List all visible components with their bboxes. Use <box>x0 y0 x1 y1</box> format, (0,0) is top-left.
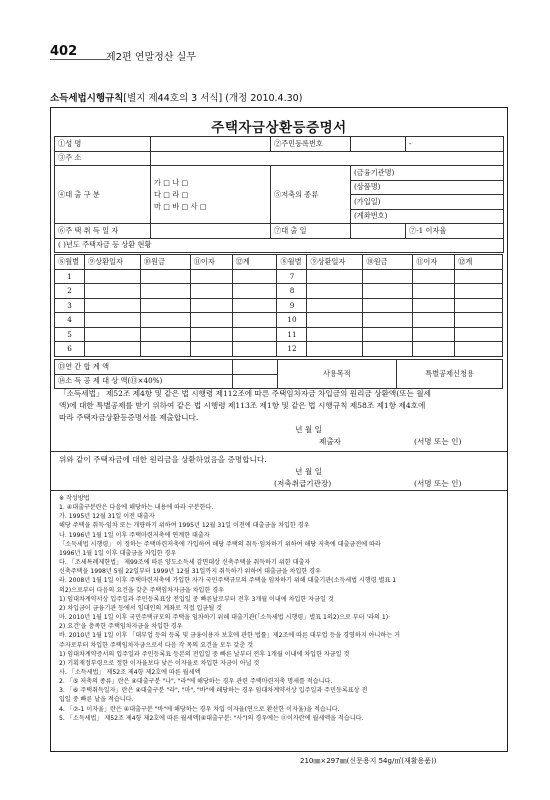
instruction-line: 나. 1996년 1월 1일 이후 주택마련저축에 연계한 대출자 <box>59 531 210 539</box>
total-cell[interactable] <box>232 284 277 299</box>
month-cell: 6 <box>55 342 85 357</box>
purpose-label: 사용목적 <box>277 360 397 389</box>
instruction-line: 라. 2008년 1월 1일 이후 주택마련저축에 가입한 자가 국민주택규모의 주택을 임차하기 위해 대출기관(소득세법 시행령 별표 1 <box>59 577 397 585</box>
certify-date[interactable]: 년 월 일 <box>295 467 322 476</box>
date-cell[interactable] <box>307 327 363 342</box>
col-interest-right: ⑪이자 <box>413 255 455 270</box>
total-cell[interactable] <box>455 342 503 357</box>
instruction-line: 다. 「조세특례제한법」 제99조에 따른 양도소득세 감면대상 신축주택을 취득하기 위한 대출자 <box>59 559 311 567</box>
purpose-value: 특별공제신청용 <box>397 360 503 389</box>
repayment-header-row <box>55 255 503 270</box>
month-cell: 12 <box>277 342 307 357</box>
col-month-right: ⑧월별 <box>277 255 307 270</box>
repay-section-label: ( )년도 주택자금 등 상환 현황 <box>55 238 504 253</box>
month-cell: 10 <box>277 313 307 328</box>
request-text-3: 따라 주택자금상환등증명서를 제출합니다. <box>59 413 199 422</box>
name-field[interactable] <box>151 137 271 152</box>
page-header <box>50 44 510 66</box>
instruction-line: 1. ④대출구분란은 다음에 해당하는 내용에 따라 구분한다. <box>59 504 214 512</box>
loan-type-row1[interactable]: 가 □ 나 □ <box>154 177 189 187</box>
instructions <box>59 494 499 723</box>
instruction-line: 해당 주택을 취득·임차 또는 개량하기 위하여 1995년 12월 31일 이전에 대출금을 차입한 경우 <box>59 522 310 530</box>
interest-cell[interactable] <box>413 327 455 342</box>
loan-type-row3[interactable]: 마 □ 바 □ 사 □ <box>154 201 207 211</box>
interest-cell[interactable] <box>190 342 232 357</box>
principal-cell[interactable] <box>363 269 413 284</box>
certify-text: 위와 같이 주택자금에 대한 원리금을 상환하였음을 증명합니다. <box>59 455 267 464</box>
instruction-line: ※ 작성방법 <box>59 495 90 502</box>
col-total-right: ⑫계 <box>455 255 503 270</box>
interest-cell[interactable] <box>190 327 232 342</box>
repayment-row <box>55 313 503 328</box>
instruction-line: 「소득세법 시행령」 이 정하는 주택마련저축에 가입하여 해당 주택의 취득·임차하기 위하여 해당 저축에 대출금전에 따라 <box>59 540 381 548</box>
principal-cell[interactable] <box>140 327 190 342</box>
principal-cell[interactable] <box>140 342 190 357</box>
instruction-line: 2) 차입금이 금융기관 등에서 임대인의 계좌로 직접 입금될 것 <box>59 604 223 612</box>
instruction-line: 신축주택을 1998년 5월 22일부터 1999년 12월 31일까지 취득하기 위하여 대출금을 차입한 경우 <box>59 568 321 576</box>
instruction-line: 4. 「⑦-1 이자율」란은 ④대출구분 "바"에 해당하는 경우 차입 이자율(연으로 환산한 이자율)을 적습니다. <box>59 705 340 713</box>
form-title: 주택자금상환등증명서 <box>211 120 347 136</box>
instruction-line: 2. 「⑤ 저축의 종류」란은 ④대출구분 "나", "라"에 해당하는 경우 관련 주택마련저축 명세를 적습니다. <box>59 678 333 686</box>
interest-cell[interactable] <box>190 284 232 299</box>
loan-date-field[interactable] <box>351 224 406 239</box>
month-cell: 1 <box>55 269 85 284</box>
principal-cell[interactable] <box>140 298 190 313</box>
total-cell[interactable] <box>232 269 277 284</box>
certify-section <box>54 454 503 490</box>
instruction-line: 2) 기획재정부령으로 정한 이자율보다 낮은 이자율로 차입한 자금이 아닐 것 <box>59 659 260 667</box>
rrn-field-back[interactable] <box>406 137 504 152</box>
principal-cell[interactable] <box>363 327 413 342</box>
request-date[interactable]: 년 월 일 <box>295 425 322 434</box>
form-reference <box>50 90 302 104</box>
total-cell[interactable] <box>232 313 277 328</box>
date-cell[interactable] <box>84 269 140 284</box>
month-cell: 11 <box>277 327 307 342</box>
month-cell: 5 <box>55 327 85 342</box>
submitter-sign[interactable]: (서명 또는 인) <box>414 437 462 446</box>
deduction-label: ⑭소 득 공 제 대 상 액(⑬×40%) <box>55 374 233 389</box>
savings-bank-name[interactable]: (금융기관명) <box>351 166 504 181</box>
col-date: ⑨상환일자 <box>84 255 140 270</box>
loan-type-options[interactable] <box>151 166 271 224</box>
interest-cell[interactable] <box>413 313 455 328</box>
name-label: ①성 명 <box>55 137 151 152</box>
principal-cell[interactable] <box>363 313 413 328</box>
repayment-row <box>55 284 503 299</box>
issuer-sign[interactable]: (서명 또는 인) <box>414 479 462 488</box>
repayment-row <box>55 342 503 357</box>
address-label: ③주 소 <box>55 151 151 166</box>
principal-cell[interactable] <box>363 342 413 357</box>
col-month: ⑧월별 <box>55 255 85 270</box>
law-name: 소득세법시행규칙 <box>50 93 124 104</box>
submitter-label: 제출자 <box>319 437 342 446</box>
principal-cell[interactable] <box>363 298 413 313</box>
loan-date-label: ⑦대 출 일 <box>271 224 351 239</box>
instruction-line: 가. 1995년 12월 31일 이전 대출자 <box>59 513 155 521</box>
date-cell[interactable] <box>307 269 363 284</box>
rrn-dash: - <box>409 139 412 149</box>
repayment-row <box>55 298 503 313</box>
col-total: ⑫계 <box>232 255 277 270</box>
date-cell[interactable] <box>307 298 363 313</box>
interest-cell[interactable] <box>413 298 455 313</box>
instruction-line: 입일 중 빠른 날을 적습니다. <box>59 696 134 704</box>
certificate-form <box>50 107 508 752</box>
date-cell[interactable] <box>84 298 140 313</box>
interest-cell[interactable] <box>190 313 232 328</box>
instruction-line: 2) 요건'을 충족한 주택임차자금을 차입한 경우 <box>59 623 183 631</box>
repayment-row <box>55 269 503 284</box>
instruction-line: 바. 2010년 1월 1일 이후 「대부업 등의 등록 및 금융이용자 보호에 관한 법률」제2조에 따른 대부업 등을 경영하지 아니하는 거 <box>59 632 401 640</box>
date-cell[interactable] <box>307 342 363 357</box>
month-cell: 8 <box>277 284 307 299</box>
total-cell[interactable] <box>455 298 503 313</box>
instruction-line: 1996년 1월 1일 이후 대출금을 차입한 경우 <box>59 549 177 557</box>
instruction-line: 1) 임대차계약서상 입주일과 주민등록표상 전입일 중 빠른날로부터 전후 3개월 이내에 차입한 자금일 것 <box>59 595 334 603</box>
interest-cell[interactable] <box>190 269 232 284</box>
month-cell: 3 <box>55 298 85 313</box>
col-principal: ⑩원금 <box>140 255 190 270</box>
paper-spec: 210㎜×297㎜(신문용지 54g/㎡(재활용품)) <box>300 757 437 765</box>
instruction-line: 마. 2010년 1월 1일 이후 국민주택규모의 주택을 임차하기 위해 대출기관(「소득세법 시행령」별표 1의2)으로 부터 '라의 1)· <box>59 614 391 622</box>
interest-cell[interactable] <box>413 269 455 284</box>
month-cell: 2 <box>55 284 85 299</box>
instruction-line: 1) 임대차계약증서의 입주일과 주민등록표 등본의 전입일 중 빠른 날부터 전후 1개월 이내에 차입한 자금일 것 <box>59 650 350 658</box>
rrn-label: ②주민등록번호 <box>271 137 351 152</box>
loan-type-label: ④대 출 구 분 <box>55 166 151 224</box>
interest-cell[interactable] <box>190 298 232 313</box>
rrn-field-front[interactable] <box>351 137 406 152</box>
totals-table <box>54 359 503 389</box>
issuer-label: (저축취급기관장) <box>274 479 332 488</box>
month-cell: 9 <box>277 298 307 313</box>
page-number: 402 <box>50 44 78 59</box>
repayment-table <box>54 254 503 357</box>
savings-type-label: ⑤저축의 종류 <box>271 166 351 224</box>
repayment-row <box>55 327 503 342</box>
instruction-line: 사. 「소득세법」 제52조 제4항 제2호에 따른 월세액 <box>59 668 201 676</box>
date-cell[interactable] <box>307 284 363 299</box>
col-principal-right: ⑩원금 <box>363 255 413 270</box>
address-field[interactable] <box>151 151 504 166</box>
interest-cell[interactable] <box>413 284 455 299</box>
annual-total-field[interactable] <box>232 360 277 375</box>
savings-product[interactable]: (상품명) <box>351 180 504 195</box>
request-text-2: 액)에 대한 특별공제를 받기 위하여 같은 법 시행령 제113조 제1항 및 같은 법 시행규칙 제58조 제1항 제4호에 <box>59 401 426 410</box>
total-cell[interactable] <box>455 269 503 284</box>
col-date-right: ⑨상환일자 <box>307 255 363 270</box>
loan-type-row2[interactable]: 다 □ 라 □ <box>154 189 189 199</box>
chapter-title: 제2편 연말정산 실무 <box>106 52 196 63</box>
date-cell[interactable] <box>84 342 140 357</box>
date-cell[interactable] <box>84 284 140 299</box>
interest-rate-label: ⑦-1 이자율 <box>406 224 504 239</box>
total-cell[interactable] <box>455 327 503 342</box>
col-interest: ⑪이자 <box>190 255 232 270</box>
instruction-line: 의2)으로부터 다음의 요건을 갖춘 주택임차자금을 차입한 경우 <box>59 586 225 594</box>
savings-join-date[interactable]: (가입일) <box>351 195 504 210</box>
applicant-table <box>54 136 504 253</box>
divider <box>51 490 507 491</box>
total-cell[interactable] <box>232 327 277 342</box>
request-section <box>54 388 503 448</box>
principal-cell[interactable] <box>140 313 190 328</box>
total-cell[interactable] <box>232 342 277 357</box>
month-cell: 7 <box>277 269 307 284</box>
instruction-line: 3. 「⑥ 주택취득일자」란은 ④대출구분 "라", "마", "바"에 해당하는 경우 임대차계약서상 입주일과 주민등록표상 전 <box>59 687 368 695</box>
total-cell[interactable] <box>455 313 503 328</box>
header-rule <box>50 59 110 60</box>
acquisition-date-label: ⑥주 택 취 득 일 자 <box>55 224 151 239</box>
principal-cell[interactable] <box>140 269 190 284</box>
principal-cell[interactable] <box>140 284 190 299</box>
form-detail: [별지 제44호의 3 서식] (개정 2010.4.30) <box>123 93 303 104</box>
annual-total-label: ⑬연 간 합 계 액 <box>55 360 233 375</box>
savings-account[interactable]: (계좌번호) <box>351 209 504 224</box>
month-cell: 4 <box>55 313 85 328</box>
date-cell[interactable] <box>307 313 363 328</box>
deduction-field[interactable] <box>232 374 277 389</box>
instruction-line: 주자로부터 차입한 주택임차자금으로서 다음 각 목의 요건을 모두 갖춘 것 <box>59 641 254 649</box>
total-cell[interactable] <box>232 298 277 313</box>
request-text-1: 「소득세법」 제52조 제4항 및 같은 법 시행령 제112조에 따른 주택임차자금 차입금의 원리금 상환액(또는 월세 <box>59 389 431 398</box>
interest-cell[interactable] <box>413 342 455 357</box>
principal-cell[interactable] <box>363 284 413 299</box>
instruction-line: 5. 「소득세법」 제52조 제4항 제2호에 따른 월세액(④대출구분: "사")의 경우에는 ⑪이자란에 월세액을 적습니다. <box>59 714 364 722</box>
acquisition-date-field[interactable] <box>151 224 271 239</box>
divider <box>51 451 507 452</box>
date-cell[interactable] <box>84 327 140 342</box>
date-cell[interactable] <box>84 313 140 328</box>
total-cell[interactable] <box>455 284 503 299</box>
